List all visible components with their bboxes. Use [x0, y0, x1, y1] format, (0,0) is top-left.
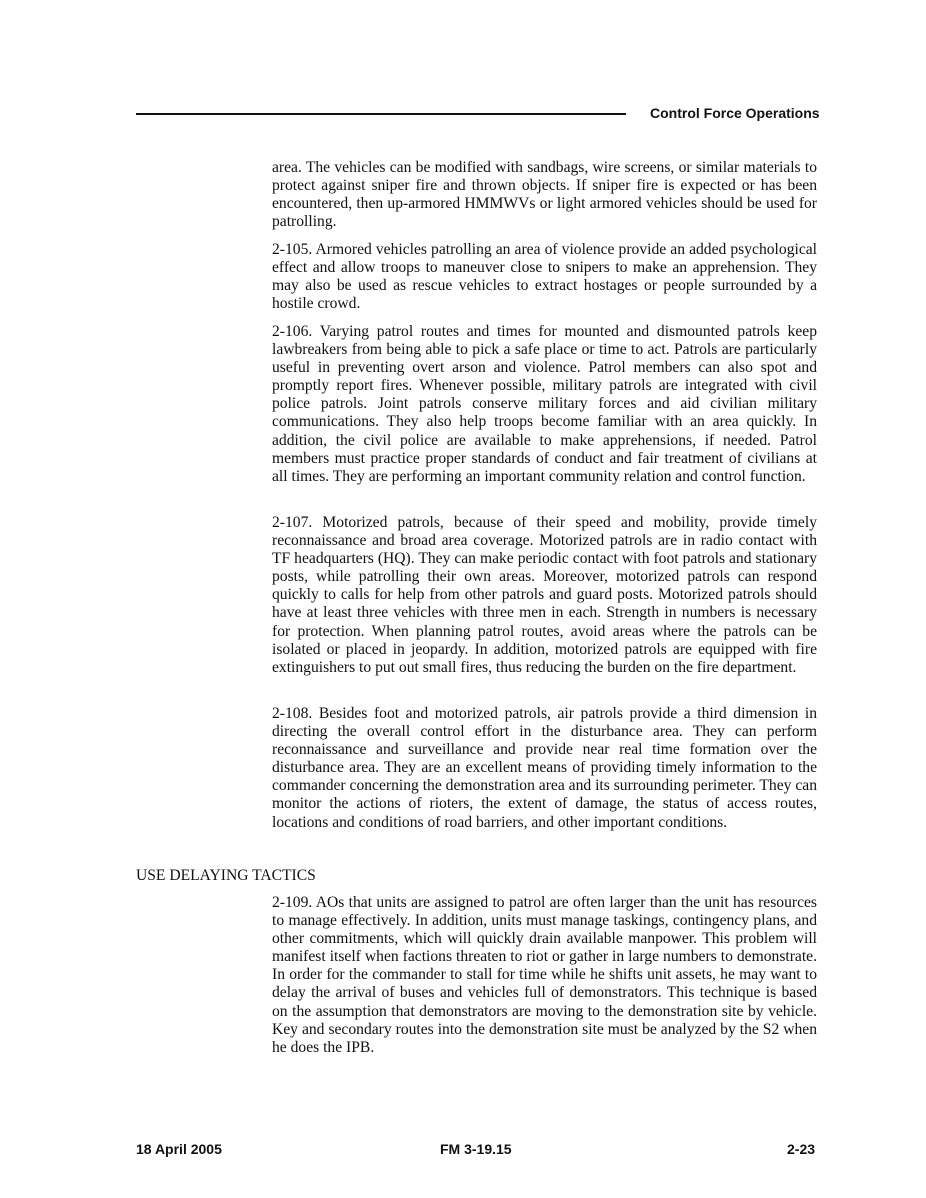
paragraph-2-109: 2-109. AOs that units are assigned to patrol are often larger than the unit has resources to manage effectively. In addition, units must manage taskings, contingency plans, and other commitments, which will quickly drain available manpower. This problem will manifest itself when factions threaten to riot or gather in large numbers to demonstrate. In order for the commander to stall for time while he shifts unit assets, he may want to delay the arrival of buses and vehicles full of demonstrators. This technique is based on the assumption that demonstrators are moving to the demonstration site by vehicle. Key and secondary routes into the demonstration site must be analyzed by the S2 when he does the IPB. — [272, 894, 817, 1056]
header-rule — [136, 113, 626, 115]
footer-date: 18 April 2005 — [136, 1141, 222, 1157]
paragraph-2-108: 2-108. Besides foot and motorized patrols, air patrols provide a third dimension in directing the overall control effort in the disturbance area. They can perform reconnaissance and surveillance and provide near real time formation over the disturbance area. They are an excellent means of providing timely information to the commander concerning the demonstration area and its surrounding perimeter. They can monitor the actions of rioters, the extent of damage, the status of access routes, locations and conditions of road barriers, and other important conditions. — [272, 705, 817, 831]
footer-page-number: 2-23 — [787, 1141, 816, 1157]
footer-document-id: FM 3-19.15 — [440, 1141, 512, 1157]
paragraph-2-106: 2-106. Varying patrol routes and times for mounted and dismounted patrols keep lawbreakers from being able to pick a safe place or time to act. Patrols are particularly useful in preventing overt arson and violence. Patrol members can also spot and promptly report fires. Whenever possible, military patrols are integrated with civil police patrols. Joint patrols conserve military forces and aid civilian military communications. They also help troops become familiar with an area quickly. In addition, the civil police are available to make apprehensions, if needed. Patrol members must practice proper standards of conduct and fair treatment of civilians at all times. They are performing an important community relation and control function. — [272, 323, 817, 485]
paragraph-continuation: area. The vehicles can be modified with sandbags, wire screens, or similar materials to protect against sniper fire and thrown objects. If sniper fire is expected or has been encountered, then up-armored HMMWVs or light armored vehicles should be used for patrolling. — [272, 159, 817, 231]
running-header-title: Control Force Operations — [650, 105, 820, 121]
section-heading: USE DELAYING TACTICS — [136, 867, 316, 884]
paragraph-2-105: 2-105. Armored vehicles patrolling an area of violence provide an added psychological effect and allow troops to maneuver close to snipers to make an apprehension. They may also be used as rescue vehicles to extract hostages or people surrounded by a hostile crowd. — [272, 241, 817, 313]
paragraph-2-107: 2-107. Motorized patrols, because of their speed and mobility, provide timely reconnaissance and broad area coverage. Motorized patrols are in radio contact with TF headquarters (HQ). They can make periodic contact with foot patrols and stationary posts, while patrolling their own areas. Moreover, motorized patrols can respond quickly to calls for help from other patrols and guard posts. Motorized patrols should have at least three vehicles with three men in each. Strength in numbers is necessary for protection. When planning patrol routes, avoid areas where the patrols can be isolated or placed in jeopardy. In addition, motorized patrols are equipped with fire extinguishers to put out small fires, thus reducing the burden on the fire department. — [272, 514, 817, 676]
